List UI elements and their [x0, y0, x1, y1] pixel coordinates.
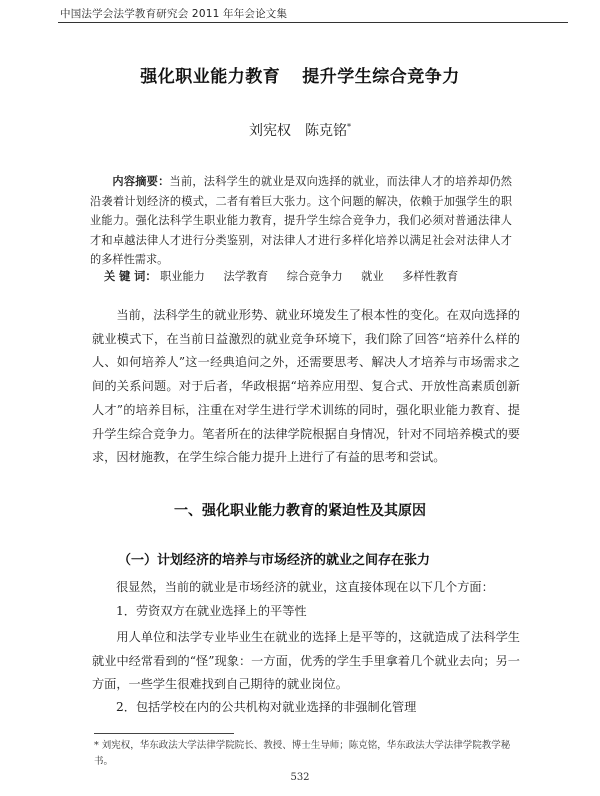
authors — [0, 120, 600, 140]
running-header: 中国法学会法学教育研究会 2011 年年会论文集 — [60, 8, 288, 20]
abstract-text: 当前，法科学生的就业是双向选择的就业，而法律人才的培养却仍然沿袭着计划经济的模式，二者有着巨大张力。这个问题的解决，依赖于加强学生的职业能力。强化法科学生职业能力教育，提升学生综合竞争力，我们必须对普通法律人才和卓越法律人才进行分类鉴别，对法律人才进行多样化培养以满足社会对法律人才的多样性需求。 — [90, 175, 512, 267]
keyword: 就业 — [361, 270, 384, 283]
keywords — [104, 268, 524, 284]
author-2: 陈克铭 — [305, 123, 347, 139]
point-1-heading: 1．劳资双方在就业选择上的平等性 — [116, 604, 307, 618]
author-1: 刘宪权 — [249, 123, 291, 139]
section-heading: 一、强化职业能力教育的紧迫性及其原因 — [174, 503, 426, 519]
keyword: 职业能力 — [160, 270, 205, 283]
page-number: 532 — [290, 772, 310, 783]
abstract — [90, 172, 512, 270]
footnote-rule — [94, 733, 234, 734]
point-1-paragraph: 用人单位和法学专业毕业生在就业的选择上是平等的，这就造成了法科学生就业中经常看到的“怪”现象：一方面，优秀的学生手里拿着几个就业去向；另一方面，一些学生很难找到自己期待的就业岗位。 — [92, 630, 520, 692]
paper-title — [0, 62, 600, 87]
keyword: 综合竞争力 — [286, 270, 343, 283]
abstract-label: 内容摘要： — [112, 175, 170, 188]
footnote: * 刘宪权，华东政法大学法律学院院长、教授、博士生导师；陈克铭，华东政法大学法律学院教学秘书。 — [94, 740, 511, 767]
paper-title-part1: 强化职业能力教育 — [140, 67, 281, 87]
lead-sentence: 很显然，当前的就业是市场经济的就业，这直接体现在以下几个方面： — [116, 580, 494, 594]
point-2-heading: 2．包括学校在内的公共机构对就业选择的非强制化管理 — [116, 700, 417, 714]
keyword: 法学教育 — [223, 270, 269, 283]
subsection-heading: （一）计划经济的培养与市场经济的就业之间存在张力 — [118, 553, 431, 568]
header-rule — [58, 22, 568, 23]
intro-paragraph: 当前，法科学生的就业形势、就业环境发生了根本性的变化。在双向选择的就业模式下，在当前日益激烈的就业竞争环境下，我们除了回答“培养什么样的人、如何培养人”这一经典追问之外，还需要思考、解决人才培养与市场需求之间的关系问题。对于后者，华政根据“培养应用型、复合式、开放性高素质创新人才”的培养目标，注重在对学生进行学术训练的同时，强化职业能力教育、提升学生综合竞争力。笔者所在的法律学院根据自身情况，针对不同培养模式的要求，因材施教，在学生综合能力提升上进行了有益的思考和尝试。 — [92, 308, 520, 465]
author-footnote-mark: * — [347, 122, 351, 132]
paper-title-part2: 提升学生综合竞争力 — [302, 67, 460, 87]
keywords-label: 关 键 词： — [104, 270, 157, 283]
keyword: 多样性教育 — [402, 270, 459, 283]
